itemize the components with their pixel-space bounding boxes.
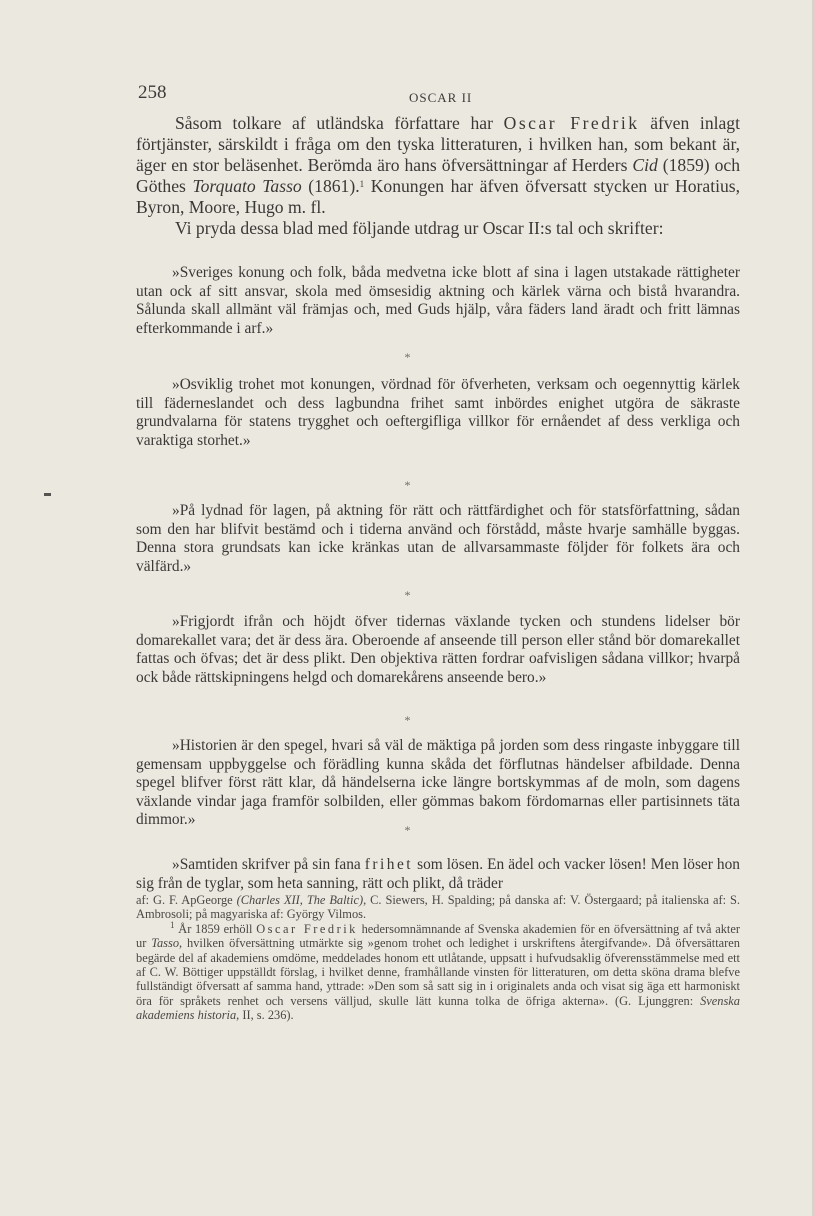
footnote-ref: 1	[359, 179, 365, 189]
title-torquato-tasso: Torquato Tasso	[192, 176, 302, 196]
quote-1: »Sveriges konung och folk, båda medvetna icke blott af sina i lagen utstakade rättigheter utan ock af sitt ansvar, skola med ömsesidig aktning och kärlek värna och bistå hvarandra. Sålunda skall allmänt väl främjas och, med Guds hjälp, våra fäders land äradt och fritt lämnas efterkommande i arf.»	[136, 264, 740, 337]
intro-text	[136, 113, 740, 239]
quote-4: »Frigjordt ifrån och höjdt öfver tidernas växlande tycken och stundens lidelser bör domarekallet vara; det är dess ära. Oberoende af anseende till person eller stånd bör domarekallet fattas och öfvas; det är dess plikt. Den objektiva rätten fordrar oafvisligen sådana villkor; hvarpå ock både rättskipningens helgd och domarekårens anseende bero.»	[136, 613, 740, 686]
separator-asterisk: *	[404, 823, 411, 837]
separator-asterisk: *	[404, 478, 411, 492]
word-spaced: frihet	[364, 856, 414, 873]
footnote-continuation: af: G. F. ApGeorge (Charles XII, The Baltic), C. Siewers, H. Spalding; på danska af: V. Östergaard; på italienska af: S. Ambrosoli; på magyariska af: György Vilmos.	[136, 893, 740, 922]
footnote-1: $^1$ År 1859 erhöll Oscar Fredrik hedersomnämnande af Svenska akademien för en öfversättning af två akter ur Tasso, hvilken öfversättning utmärkte sig »genom trohet och ledighet i urskriftens återgifvande». Då öfversättaren begärde del af akademiens omdöme, meddelades honom ett utlåtande, uppsatt i hufvudsaklig öfverensstämmelse med ett af C. W. Böttiger uppställdt förslag, i hvilket denne, framhållande vinsten för litteraturen, om detta sköna drama blefve fullständigt öfversatt af samma hand, yttrade: »Den som så satt sig in i originalets anda och visat sig äga ett harmoniskt öra för språkets renhet och versens välljud, skulle lätt kunna tolka de öfriga akterna». (G. Ljunggren: Svenska akademiens historia, II, s. 236).	[136, 919, 741, 1023]
quote-5: »Historien är den spegel, hvari så väl de mäktiga på jorden som dess ringaste inbyggare till gemensam uppbyggelse och förädling kunna skåda det förflutnas händelser afbildade. Denna spegel blifver först rätt klar, då händelserna icke längre bortskymmas af de moln, som dagens växlande vindar jaga framför solbilden, eller gömmas bakom fördomarnas eller partisinnets täta dimmor.»	[136, 737, 740, 829]
last-paragraph: »Samtiden skrifver på sin fana frihet som lösen. En ädel och vacker lösen! Men löser hon sig från de tyglar, som heta sanning, rätt och plikt, då träder	[136, 856, 740, 892]
margin-mark	[44, 493, 51, 496]
intro-paragraph-2: Vi pryda dessa blad med följande utdrag ur Oscar II:s tal och skrifter:	[175, 218, 664, 238]
separator-asterisk: *	[404, 350, 411, 364]
page-number: 258	[138, 82, 167, 103]
title-cid: Cid	[632, 155, 658, 175]
intro-paragraph-1: Såsom tolkare af utländska författare har Oscar Fredrik äfven inlagt förtjänster, särskildt i fråga om den tyska litteraturen, i hvilken han, som bekant är, äger en stor beläsenhet. Berömda äro hans öfversättningar af Herders Cid (1859) och Göthes Torquato Tasso (1861).$^1$ Konungen har äfven öfversatt stycken ur Horatius, Byron, Moore, Hugo m. fl.	[136, 113, 741, 217]
quote-3: »På lydnad för lagen, på aktning för rätt och rättfärdighet och för statsförfattning, sådan som den har blifvit bestämd och i tiderna använd och förstådd, måste hvarje samhälle byggas. Denna stora grundsats kan icke kränkas utan de allvarsammaste följder för folkets ära och välfärd.»	[136, 502, 740, 575]
separator-asterisk: *	[404, 713, 411, 727]
quote-2: »Osviklig trohet mot konungen, vördnad för öfverheten, verksam och oegennyttig kärlek till fäderneslandet och dess lagbundna frihet samt inbördes enighet utgöra de säkraste grundvalarna för statens trygghet och oeftergifliga villkor för ernåendet af dess verkliga och varaktiga storhet.»	[136, 376, 740, 449]
footnotes	[136, 893, 740, 1023]
running-title: OSCAR II	[409, 90, 473, 105]
separator-asterisk: *	[404, 588, 411, 602]
name-spaced: Oscar Fredrik	[503, 113, 640, 133]
